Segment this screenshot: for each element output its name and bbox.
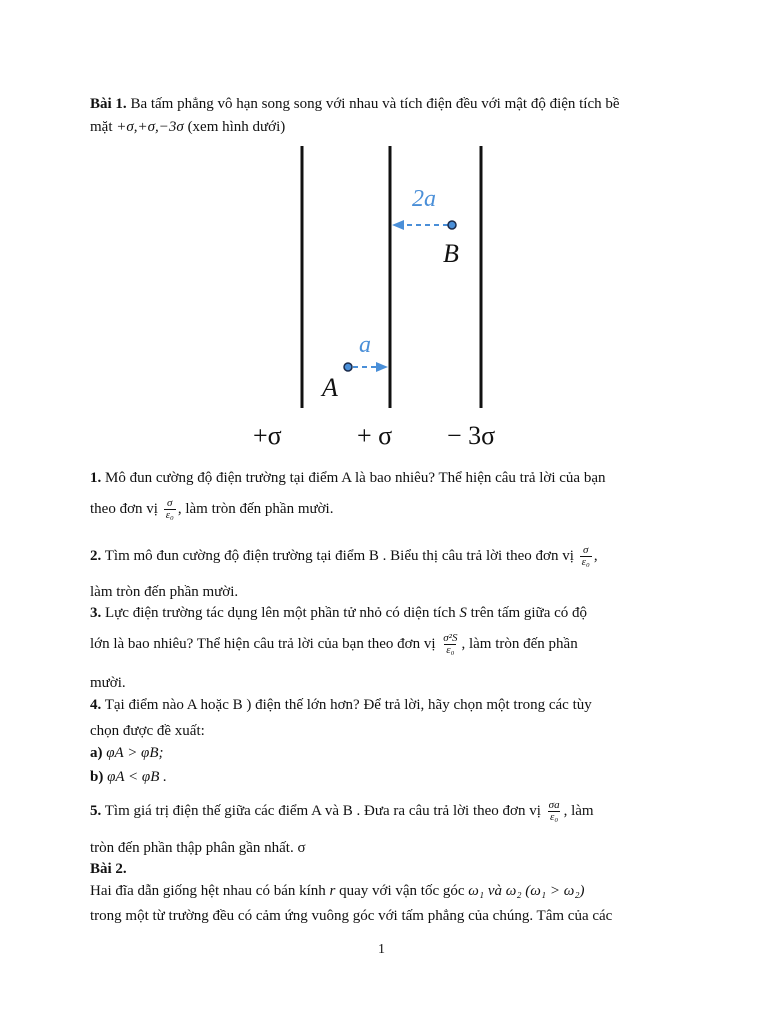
q4-option-b: [90, 767, 167, 787]
q3-unit-num: σ²S: [443, 632, 458, 644]
q5-line2: tròn đến phần thập phân gần nhất. σ: [90, 840, 306, 856]
q2-unit-den: ε₀: [581, 556, 590, 568]
q1-line1: [90, 468, 606, 488]
q3-unit-pre: lớn là bao nhiêu? Thể hiện câu trả lời của bạn theo đơn vị: [90, 635, 436, 652]
distance-2a-arrowhead: [392, 220, 404, 230]
q2-unit-fraction: [580, 545, 592, 568]
bai2-text-pre: Hai đĩa dẫn giống hệt nhau có bán kính: [90, 883, 326, 899]
point-a-marker: [344, 363, 352, 371]
label-2a: 2a: [412, 186, 436, 212]
q5-unit-fraction: [547, 800, 562, 823]
q4-option-b-label: b): [90, 769, 104, 785]
charge-densities: +σ,+σ,−3σ: [116, 119, 184, 135]
plate-1-charge: +σ: [253, 421, 282, 450]
q4-option-a-label: a): [90, 745, 103, 761]
q3-unit-post: , làm tròn đến phần: [461, 635, 578, 652]
q5-unit-num: σa: [548, 799, 560, 811]
q2-number: 2.: [90, 547, 102, 564]
bai1-intro-text: Ba tấm phẳng vô hạn song song với nhau và tích điện đều với mật độ điện tích bề: [130, 96, 620, 112]
plate-2-charge: + σ: [357, 421, 393, 450]
label-a: a: [359, 332, 371, 358]
plate-3-charge: − 3σ: [447, 421, 496, 450]
q1-number: 1.: [90, 470, 102, 486]
point-b-marker: [448, 221, 456, 229]
q4-option-a-text: φA > φB;: [106, 745, 164, 761]
bai1-label: Bài 1.: [90, 96, 127, 112]
q4-line2: chọn được đề xuất:: [90, 723, 205, 739]
bai2-radius-symbol: r: [329, 883, 336, 899]
q1-unit-post: , làm tròn đến phần mười.: [177, 500, 334, 517]
q4-option-b-text: φA < φB .: [107, 769, 167, 785]
bai1-intro-post: (xem hình dưới): [187, 119, 286, 135]
q5-unit-post: , làm: [563, 802, 594, 819]
q2-line1: [90, 545, 598, 568]
q4-option-a: [90, 743, 164, 763]
q5-number: 5.: [90, 802, 102, 819]
q2-line2: làm tròn đến phần mười.: [90, 584, 239, 600]
q1-unit-fraction: [164, 498, 176, 521]
q5-line1: [90, 800, 594, 823]
q3-text-b: trên tấm giữa có độ: [470, 605, 588, 621]
bai2-text-mid: quay với vận tốc góc: [339, 883, 465, 899]
q1-unit-pre: theo đơn vị: [90, 500, 158, 517]
label-a-point: A: [322, 373, 338, 402]
plates-figure: [0, 0, 768, 460]
distance-a-arrowhead: [376, 362, 388, 372]
page-number: 1: [378, 942, 385, 957]
q3-line1: [90, 603, 587, 623]
bai2-line2: trong một từ trường đều có cảm ứng vuông góc với tấm phẳng của chúng. Tâm của các: [90, 908, 613, 924]
q3-unit-fraction: [441, 633, 459, 656]
bai1-intro-pre: mặt: [90, 119, 113, 135]
q1-unit-num: σ: [167, 497, 173, 509]
q5-text: Tìm giá trị điện thế giữa các điểm A và B . Đưa ra câu trả lời theo đơn vị: [104, 802, 541, 819]
label-b: B: [443, 239, 459, 268]
q4-text: Tại điểm nào A hoặc B ) điện thế lớn hơn? Để trả lời, hãy chọn một trong các tùy: [104, 697, 592, 713]
bai2-label: Bài 2.: [90, 861, 127, 877]
q3-area-symbol: S: [459, 605, 467, 621]
q1-text: Mô đun cường độ điện trường tại điểm A là bao nhiêu? Thể hiện câu trả lời của bạn: [105, 470, 606, 486]
q1-unit-den: ε₀: [165, 509, 174, 521]
bai2-angular-velocities: ω₁ và ω₂ (ω₁ > ω₂): [468, 883, 585, 899]
q3-unit-den: ε₀: [446, 644, 455, 656]
q1-line2: [90, 498, 333, 521]
q4-line1: [90, 695, 592, 715]
q2-unit-post: ,: [593, 547, 598, 564]
q5-unit-den: ε₀: [550, 811, 559, 823]
q2-text: Tìm mô đun cường độ điện trường tại điểm B . Biểu thị câu trả lời theo đơn vị: [104, 547, 574, 564]
q3-text-a: Lực điện trường tác dụng lên một phần tử nhỏ có diện tích: [105, 605, 456, 621]
q3-number: 3.: [90, 605, 102, 621]
q2-unit-num: σ: [583, 544, 589, 556]
bai2-line1: [90, 881, 585, 901]
q3-line3: mười.: [90, 675, 126, 691]
q4-number: 4.: [90, 697, 102, 713]
q3-line2: [90, 633, 578, 656]
